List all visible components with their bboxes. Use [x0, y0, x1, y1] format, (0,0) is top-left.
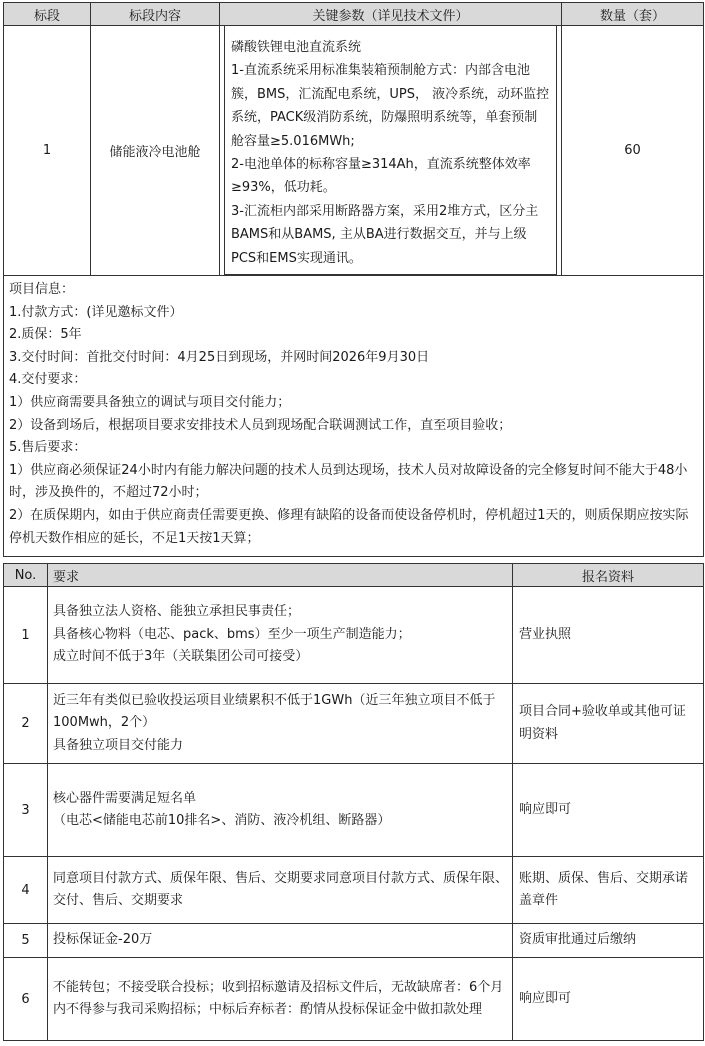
- requirement-cell: [48, 924, 513, 958]
- requirement-line: 核心器件需要满足短名单: [53, 790, 197, 806]
- table-row: [4, 958, 704, 1041]
- header-params: 关键参数（详见技术文件）: [220, 3, 562, 26]
- header-no: No.: [4, 564, 48, 587]
- header-documents: 报名资料: [513, 564, 704, 587]
- params-box: [224, 26, 557, 275]
- row-number: 6: [4, 958, 48, 1041]
- document-cell: 项目合同+验收单或其他可证明资料: [513, 684, 704, 764]
- info-line: 1.付款方式：(详见邀标文件）: [9, 304, 183, 320]
- param-line: 1-直流系统采用标准集装箱预制舱方式：内部含电池簇，BMS，汇流配电系统，UPS， 液冷系统，动环监控系统，PACK级消防系统，防爆照明系统等，单套预制舱容量≥5.016MWh;: [231, 63, 550, 149]
- requirement-cell: [48, 587, 513, 684]
- document-cell: 响应即可: [513, 764, 704, 857]
- header-requirement: 要求: [48, 564, 513, 587]
- requirement-line: 具备独立法人资格、能独立承担民事责任；: [53, 604, 301, 620]
- info-line: 1）供应商需要具备独立的调试与项目交付能力；: [9, 395, 291, 411]
- requirement-cell: [48, 958, 513, 1041]
- info-line: 3.交付时间：首批交付时间：4月25日到现场，并网时间2026年9月30日: [9, 349, 430, 365]
- requirement-line: （电芯<储能电芯前10排名>、消防、液冷机组、断路器）: [53, 813, 391, 828]
- header-section: 标段: [4, 3, 91, 26]
- table-row: [4, 857, 704, 924]
- info-line: 2.质保：5年: [9, 327, 82, 343]
- param-line: 2-电池单体的标称容量≥314Ah，直流系统整体效率≥93%，低功耗。: [231, 157, 531, 196]
- table-row: [4, 764, 704, 857]
- row-number: 4: [4, 857, 48, 924]
- info-line: 4.交付要求：: [9, 372, 87, 388]
- info-line: 5.售后要求：: [9, 440, 87, 456]
- row-number: 1: [4, 587, 48, 684]
- params-cell: [220, 26, 562, 276]
- requirement-line: 投标保证金-20万: [53, 932, 153, 948]
- document-cell: 账期、质保、售后、交期承诺盖章件: [513, 857, 704, 924]
- section-number: 1: [4, 26, 91, 276]
- requirement-cell: [48, 684, 513, 764]
- project-info-row: [4, 276, 704, 557]
- requirement-line: 具备核心物料（电芯、pack、bms）至少一项生产制造能力；: [53, 626, 411, 642]
- table-row: [4, 26, 704, 276]
- table-row: [4, 587, 704, 684]
- row-number: 2: [4, 684, 48, 764]
- info-line: 1）供应商必须保证24小时内有能力解决问题的技术人员到达现场，技术人员对故障设备的完全修复时间不能大于48小时，涉及换件的，不超过72小时；: [9, 462, 688, 501]
- info-line: 2）设备到场后，根据项目要求安排技术人员到现场配合联调测试工作，直至项目验收；: [9, 417, 512, 433]
- requirement-cell: [48, 857, 513, 924]
- section-content: 储能液冷电池舱: [91, 26, 220, 276]
- param-line: 3-汇流柜内部采用断路器方案，采用2堆方式，区分主BAMS和从BAMS, 主从BA进行数据交互，并与上级PCS和EMS实现通讯。: [231, 203, 539, 266]
- info-line: 2）在质保期内，如由于供应商责任需要更换、修理有缺陷的设备而使设备停机时，停机超过1天的，则质保期应按实际停机天数作相应的延长，不足1天按1天算；: [9, 508, 689, 546]
- project-info-title: 项目信息：: [9, 282, 75, 298]
- row-number: 3: [4, 764, 48, 857]
- table-row: [4, 924, 704, 958]
- header-quantity: 数量（套）: [562, 3, 704, 26]
- param-line: 磷酸铁锂电池直流系统: [231, 40, 362, 55]
- document-cell: 资质审批通过后缴纳: [513, 924, 704, 958]
- header-content: 标段内容: [91, 3, 220, 26]
- document-cell: 响应即可: [513, 958, 704, 1041]
- requirement-line: 近三年有类似已验收投运项目业绩累积不低于1GWh（近三年独立项目不低于100Mwh，2个）: [53, 692, 496, 731]
- requirement-line: 不能转包；不接受联合投标；收到招标邀请及招标文件后，无故缺席者：6个月内不得参与我司采购招标；中标后弃标者：酌情从投标保证金中做扣款处理: [53, 979, 504, 1017]
- quantity-value: 60: [562, 26, 704, 276]
- project-info: [4, 276, 704, 557]
- document-cell: 营业执照: [513, 587, 704, 684]
- row-number: 5: [4, 924, 48, 958]
- table-row: [4, 684, 704, 764]
- requirement-line: 具备独立项目交付能力: [53, 737, 184, 753]
- requirements-header-row: [4, 564, 704, 587]
- requirement-cell: [48, 764, 513, 857]
- requirement-line: 成立时间不低于3年（关联集团公司可接受）: [53, 649, 309, 665]
- requirements-table: [3, 563, 704, 1041]
- bid-section-table: [3, 2, 704, 557]
- table-header-row: [4, 3, 704, 26]
- requirement-line: 同意项目付款方式、质保年限、售后、交期要求同意项目付款方式、质保年限、交付、售后、交期要求: [53, 870, 509, 908]
